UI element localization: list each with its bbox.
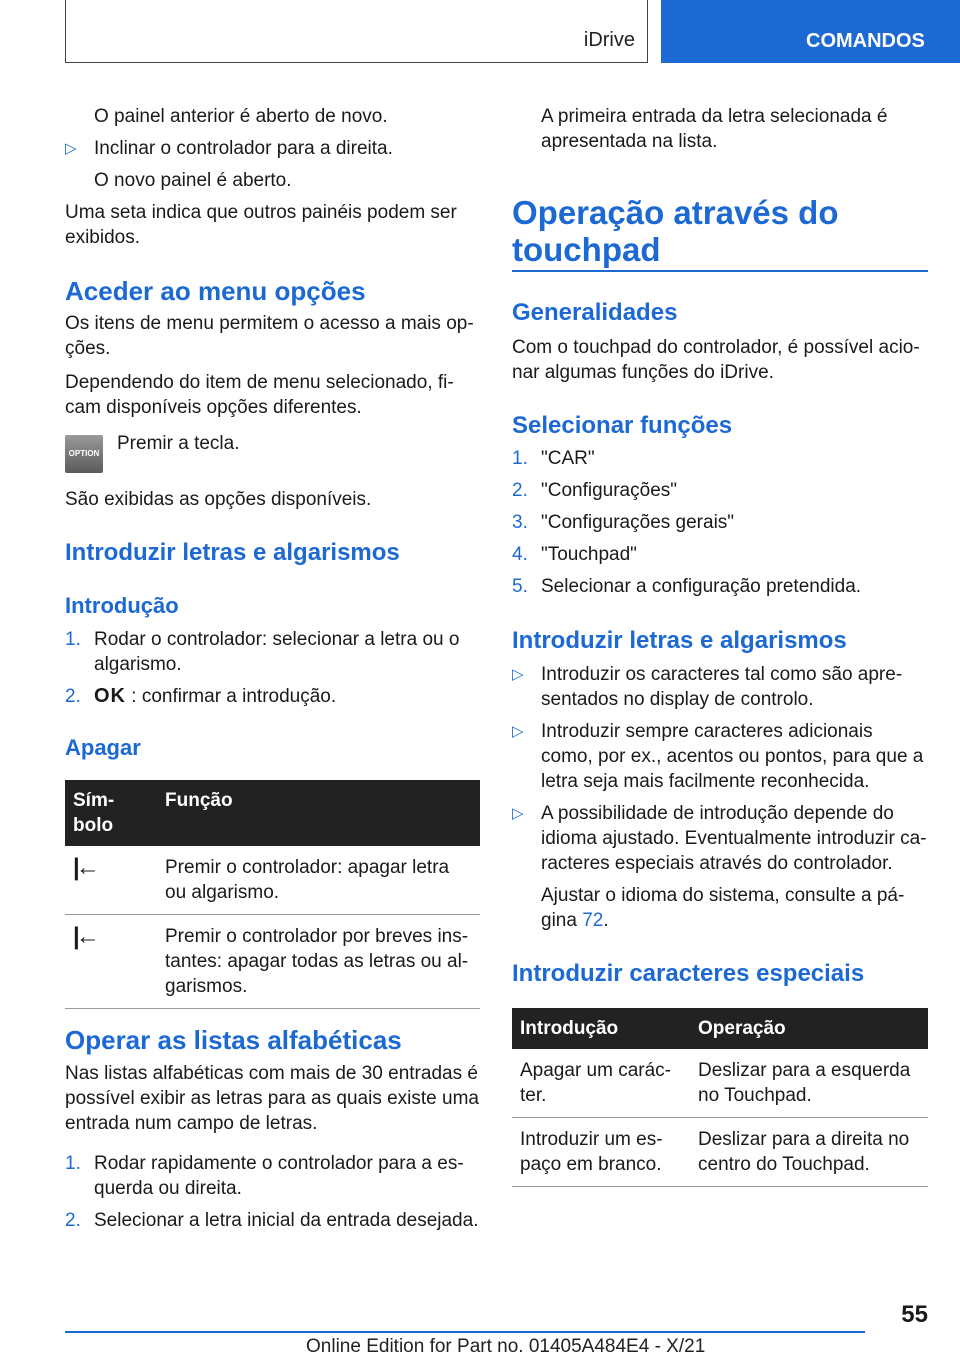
heading-alphabetic-lists: Operar as listas alfabéticas [65, 1025, 402, 1055]
paragraph-first-entry: A primeira entrada da letra selecionada é apresentada na lista. [541, 106, 888, 152]
step-number: 1. [65, 1153, 81, 1174]
step-text: "Configurações gerais" [541, 512, 735, 533]
select-step-5 [512, 574, 928, 599]
heading-delete: Apagar [65, 735, 141, 760]
delete-table [65, 780, 480, 1009]
paragraph-new-panel: O novo painel é aberto. [94, 170, 292, 191]
paragraph-panel-opened: O painel anterior é aberto de novo. [94, 106, 388, 127]
table-row [65, 915, 480, 1009]
bullet-text: A possibilidade de introdução depende do idioma ajustado. Eventualmente introduzir ca-racteres especiais através do controlador. [541, 803, 927, 874]
footer-edition: Online Edition for Part no. 01405A484E4 - X/21 [306, 1336, 706, 1357]
paragraph-touchpad-general: Com o touchpad do controlador, é possível acio-nar algumas funções do iDrive. [512, 337, 920, 383]
delete-back-icon: |← [73, 854, 96, 881]
heading-touchpad-operation: Operação através do touchpad [512, 194, 839, 268]
heading-underline [512, 270, 928, 272]
paragraph-options-shown: São exibidas as opções disponíveis. [65, 489, 372, 510]
heading-select-functions: Selecionar funções [512, 412, 733, 439]
triangle-bullet-icon: ▷ [512, 666, 524, 683]
step-number: 5. [512, 576, 528, 597]
list-step-2 [65, 1208, 480, 1233]
step-text: "Touchpad" [541, 544, 637, 565]
language-note-text: Ajustar o idioma do sistema, consulte a pá-gina [541, 885, 905, 931]
option-button-icon: OPTION [65, 435, 103, 473]
table-cell: Introduzir um es-paço em branco. [512, 1118, 690, 1187]
list-step-1 [65, 1151, 480, 1201]
intro-step-1 [65, 627, 480, 677]
step-number: 3. [512, 512, 528, 533]
select-step-1 [512, 446, 928, 471]
header-section-label: iDrive [583, 29, 635, 51]
step-number: 1. [512, 448, 528, 469]
step-text: Selecionar a letra inicial da entrada desejada. [94, 1210, 479, 1231]
header-section-box [65, 0, 648, 63]
step-text: "CAR" [541, 448, 595, 469]
step-text: Rodar rapidamente o controlador para a es-querda ou direita. [94, 1153, 464, 1199]
ok-symbol-icon: OK [94, 685, 126, 707]
table-header-operation: Operação [690, 1008, 928, 1049]
paragraph-options-access: Os itens de menu permitem o acesso a mais op-ções. [65, 313, 474, 359]
heading-enter-letters-touchpad: Introduzir letras e algarismos [512, 627, 847, 654]
table-cell: Deslizar para a direita no centro do Touchpad. [690, 1118, 928, 1187]
paragraph-alphabetic-lists: Nas listas alfabéticas com mais de 30 entradas é possível exibir as letras para as quais existe uma entrada num campo de letras. [65, 1063, 479, 1134]
intro-step-2 [65, 684, 480, 709]
paragraph-options-depend: Dependendo do item de menu selecionado, fi-cam disponíveis opções diferentes. [65, 372, 454, 418]
triangle-bullet-icon: ▷ [65, 140, 77, 157]
table-row [512, 1118, 928, 1187]
page-link[interactable]: 72 [582, 910, 604, 931]
table-row [65, 846, 480, 915]
triangle-bullet-icon: ▷ [512, 723, 524, 740]
bullet-item [512, 719, 928, 794]
paragraph-language-note [512, 883, 928, 933]
step-number: 4. [512, 544, 528, 565]
table-cell: Apagar um carác-ter. [512, 1049, 690, 1118]
bullet-item [65, 136, 480, 161]
step-text: Rodar o controlador: selecionar a letra ou o algarismo. [94, 629, 460, 675]
heading-introduction: Introdução [65, 593, 179, 618]
step-number: 2. [65, 1210, 81, 1231]
delete-back-icon: |← [73, 923, 96, 950]
table-cell: Premir o controlador: apagar letra ou algarismo. [157, 846, 480, 915]
table-header-symbol: Sím-bolo [65, 780, 157, 846]
step-text: "Configurações" [541, 480, 678, 501]
select-step-4 [512, 542, 928, 567]
bullet-text: Inclinar o controlador para a direita. [94, 138, 393, 159]
bullet-text: Introduzir os caracteres tal como são apre-sentados no display de controlo. [541, 664, 903, 710]
option-instruction [65, 435, 480, 475]
step-number: 2. [512, 480, 528, 501]
step-number: 1. [65, 629, 81, 650]
step-text: : confirmar a introdução. [131, 686, 337, 707]
table-row [512, 1049, 928, 1118]
footer-divider [65, 1331, 865, 1333]
select-step-3 [512, 510, 928, 535]
heading-special-characters: Introduzir caracteres especiais [512, 960, 865, 987]
language-note-end: . [603, 910, 609, 931]
heading-enter-letters: Introduzir letras e algarismos [65, 539, 400, 566]
table-header-function: Função [157, 780, 480, 846]
bullet-text: Introduzir sempre caracteres adicionais como, por ex., acentos ou pontos, para que a letra seja mais facilmente reconhecida. [541, 721, 924, 792]
step-number: 2. [65, 686, 81, 707]
table-header-input: Introdução [512, 1008, 690, 1049]
special-characters-table [512, 1008, 928, 1187]
step-text: Selecionar a configuração pretendida. [541, 576, 862, 597]
bullet-item [512, 662, 928, 712]
select-step-2 [512, 478, 928, 503]
page-number: 55 [901, 1301, 928, 1328]
table-cell: Premir o controlador por breves ins-tantes: apagar todas as letras ou al-garismos. [157, 915, 480, 1009]
bullet-item [512, 801, 928, 876]
heading-general: Generalidades [512, 299, 678, 326]
paragraph-arrow-note: Uma seta indica que outros painéis podem ser exibidos. [65, 202, 457, 248]
header-chapter-tab[interactable]: COMANDOS [661, 0, 960, 63]
option-instruction-text: Premir a tecla. [117, 433, 240, 454]
triangle-bullet-icon: ▷ [512, 805, 524, 822]
heading-options-menu: Aceder ao menu opções [65, 276, 366, 306]
table-cell: Deslizar para a esquerda no Touchpad. [690, 1049, 928, 1118]
